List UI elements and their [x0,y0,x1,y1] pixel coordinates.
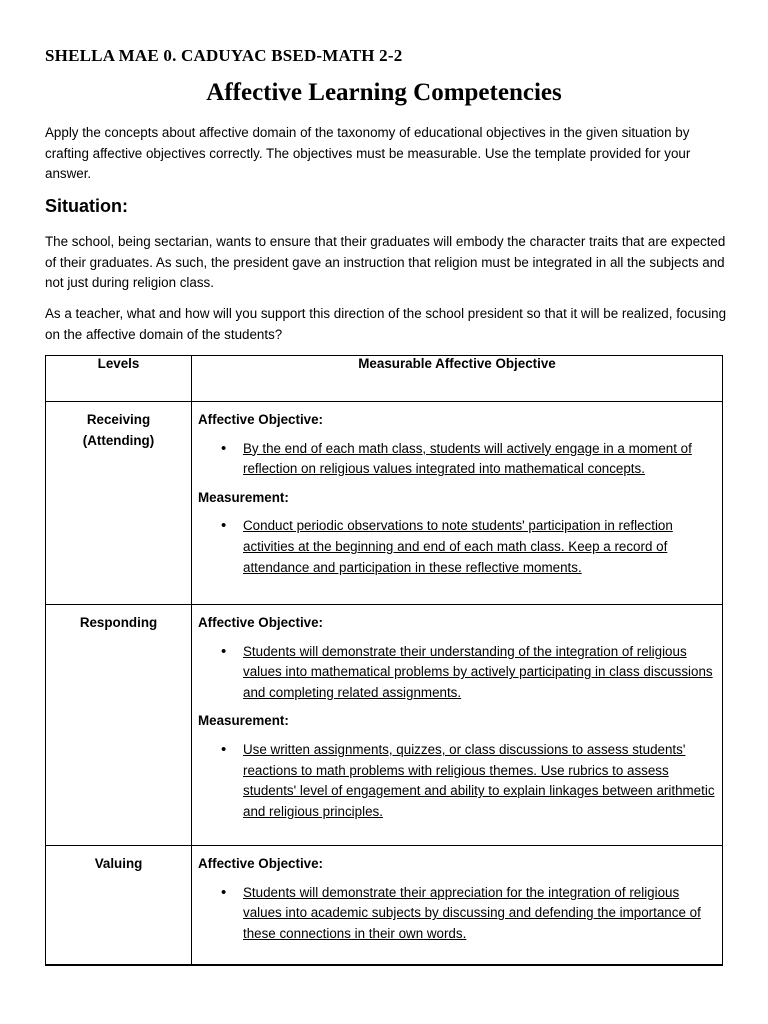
list-item: • Conduct periodic observations to note students' participation in reflection activities at the beginning and end of each math class. Keep a record of attendance and participation in these reflective moments. [243,516,716,578]
objective-label: Affective Objective: [198,856,324,871]
table-header-row [46,356,723,402]
list-item: • Use written assignments, quizzes, or class discussions to assess students' reactions to math problems with religious themes. Use rubrics to assess students' level of engagement and ability to explain linkages between arithmetic and religious principles. [243,740,716,822]
objective-label: Affective Objective: [198,412,324,427]
situation-heading: Situation: [45,196,128,216]
level-label: Receiving (Attending) [82,412,155,448]
level-valuing: Valuing [46,846,192,966]
page-title: Affective Learning Competencies [206,79,562,106]
level-receiving [46,402,192,605]
measurement-list [198,740,716,822]
objective-list [198,439,716,480]
list-item: • By the end of each math class, students will actively engage in a moment of reflection on religious values integrated into mathematical concepts. [243,439,716,480]
objective-cell [192,846,723,966]
list-item: • Students will demonstrate their understanding of the integration of religious values into mathematical problems by actively participating in class discussions and completing related assignments. [243,642,716,704]
instructions-paragraph: Apply the concepts about affective domain of the taxonomy of educational objectives in the given situation by crafting affective objectives correctly. The objectives must be measurable. Use the template provided for your answer. [45,125,691,182]
objective-label: Affective Objective: [198,615,324,630]
header-levels: Levels [46,356,192,402]
objective-list [198,642,716,704]
table-row [46,402,723,605]
objective-cell [192,402,723,605]
table-row [46,846,723,966]
level-responding: Responding [46,605,192,846]
measurement-label: Measurement: [198,489,289,505]
header-objective: Measurable Affective Objective [192,356,723,402]
competencies-table [45,355,723,966]
table-row [46,605,723,846]
measurement-label: Measurement: [198,713,289,729]
objective-list [198,883,716,945]
student-name-line: SHELLA MAE 0. CADUYAC BSED-MATH 2-2 [45,46,403,65]
situation-question: As a teacher, what and how will you support this direction of the school president so that it will be realized, focusing on the affective domain of the students? [45,306,727,342]
objective-cell [192,605,723,846]
list-item: • Students will demonstrate their appreciation for the integration of religious values into academic subjects by discussing and defending the importance of these connections in their own words. [243,883,716,945]
measurement-list [198,516,716,578]
situation-paragraph: The school, being sectarian, wants to ensure that their graduates will embody the character traits that are expected of their graduates. As such, the president gave an instruction that religion must be integrated in all the subjects and not just during religion class. [45,234,726,291]
